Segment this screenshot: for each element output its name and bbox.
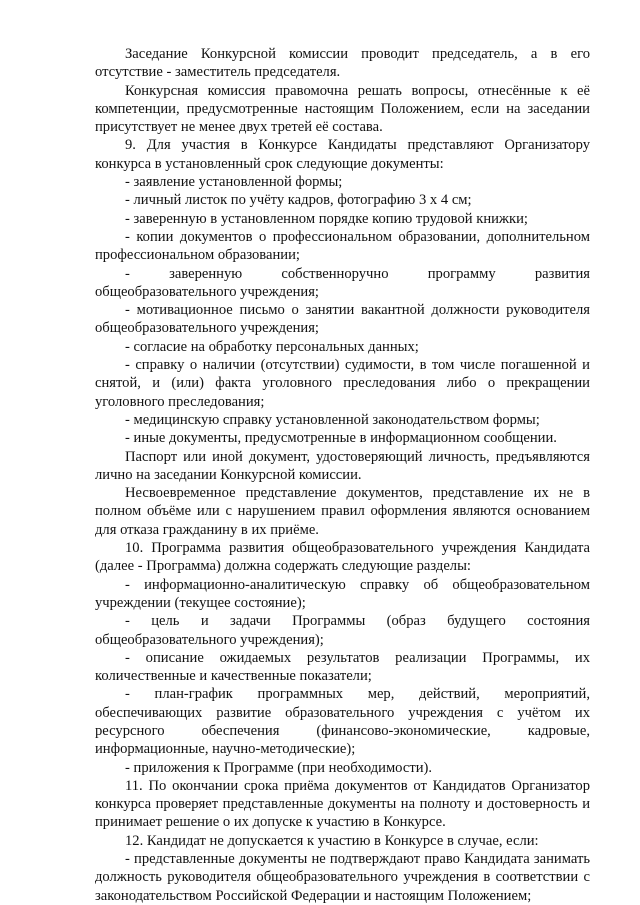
document-page: [95, 45, 590, 905]
list-item: - заявление установленной формы;: [125, 174, 343, 191]
paragraph: Заседание Конкурсной комиссии проводит председатель, а в его отсутствие - заместитель председателя.: [95, 46, 590, 81]
list-item: - заверенную собственноручно программу развития общеобразовательного учреждения;: [95, 265, 590, 300]
paragraph: 11. По окончании срока приёма документов от Кандидатов Организатор конкурса проверяет представленные документы на полноту и достоверность и принимает решение о их допуске к участию в Конкурсе.: [95, 777, 590, 831]
paragraph: Паспорт или иной документ, удостоверяющий личность, предъявляются лично на заседании Конкурсной комиссии.: [95, 448, 590, 483]
paragraph: Конкурсная комиссия правомочна решать вопросы, отнесённые к её компетенции, предусмотренные настоящим Положением, если на заседании присутствует не менее двух третей её состава.: [95, 82, 590, 136]
paragraph: 10. Программа развития общеобразовательного учреждения Кандидата (далее - Программа) должна содержать следующие разделы:: [95, 540, 590, 575]
list-item: - мотивационное письмо о занятии вакантной должности руководителя общеобразовательного учреждения;: [95, 302, 590, 337]
list-item: - личный листок по учёту кадров, фотографию 3 х 4 см;: [125, 192, 472, 209]
list-item: - заверенную в установленном порядке копию трудовой книжки;: [125, 210, 528, 227]
list-item: - медицинскую справку установленной законодательством формы;: [125, 411, 540, 428]
paragraph: Несвоевременное представление документов, представление их не в полном объёме или с нарушением правил оформления являются основанием для отказа гражданину в их приёме.: [95, 485, 590, 538]
list-item: - информационно-аналитическую справку об общеобразовательном учреждении (текущее состояние);: [95, 576, 590, 611]
paragraph: 9. Для участия в Конкурсе Кандидаты представляют Организатору конкурса в установленный срок следующие документы:: [95, 137, 590, 172]
list-item: - цель и задачи Программы (образ будущего состояния общеобразовательного учреждения);: [95, 613, 590, 648]
list-item: - представленные документы не подтверждают право Кандидата занимать должность руководителя общеобразовательного учреждения в соответствии с законодательством Российской Федерации и настоящим Положением;: [95, 851, 590, 904]
list-item: - описание ожидаемых результатов реализации Программы, их количественные и качественные показатели;: [95, 649, 590, 685]
paragraph: 12. Кандидат не допускается к участию в Конкурсе в случае, если:: [125, 832, 539, 849]
list-item: - справку о наличии (отсутствии) судимости, в том числе погашенной и снятой, и (или) факта уголовного преследования либо о прекращении уголовного преследования;: [95, 357, 590, 410]
list-item: - согласие на обработку персональных данных;: [125, 338, 419, 355]
list-item: - иные документы, предусмотренные в информационном сообщении.: [125, 430, 557, 447]
list-item: - план-график программных мер, действий, мероприятий, обеспечивающих развитие образовательного учреждения с учётом их ресурсного обеспечения (финансово-экономические, кадровые, информационные, научно-методические);: [95, 686, 590, 758]
list-item: - копии документов о профессиональном образовании, дополнительном профессиональном образовании;: [95, 228, 590, 264]
list-item: - приложения к Программе (при необходимости).: [125, 759, 433, 776]
